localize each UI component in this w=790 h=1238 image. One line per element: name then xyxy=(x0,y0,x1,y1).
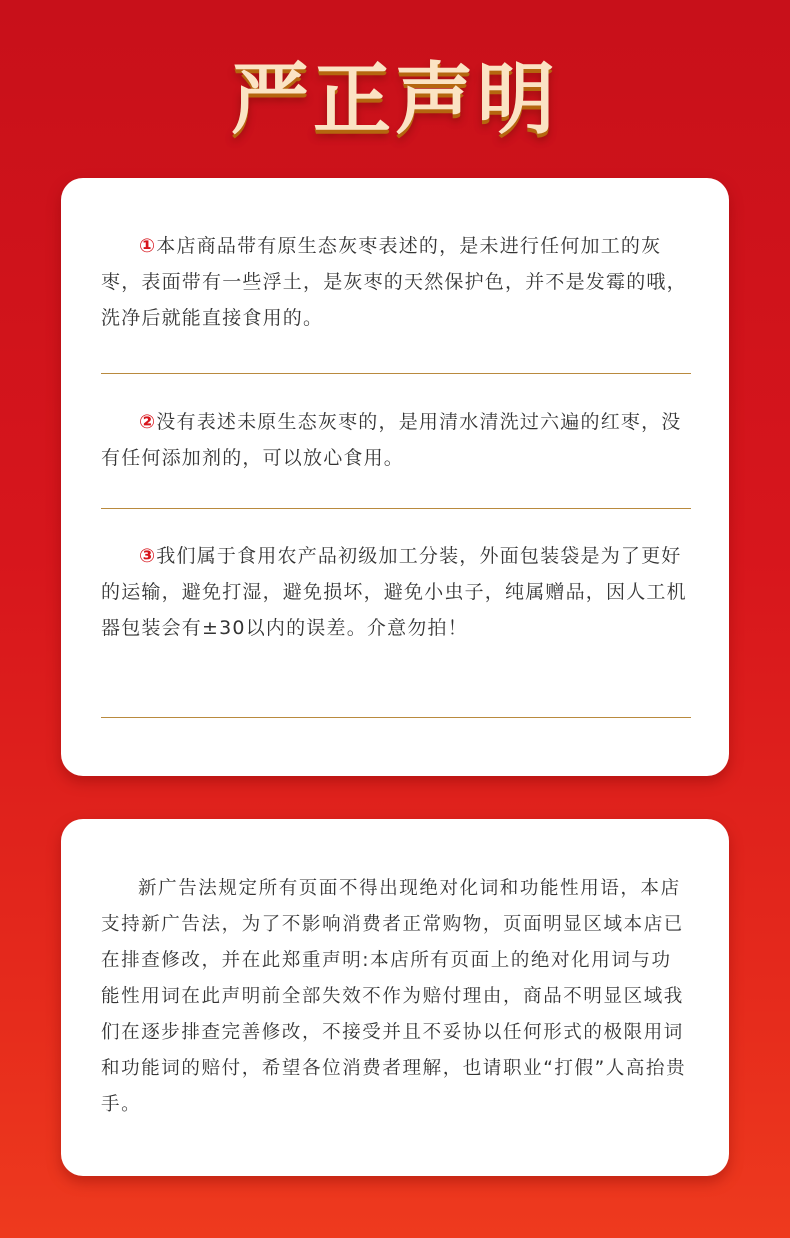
advertising-law-notice: 新广告法规定所有页面不得出现绝对化词和功能性用语，本店支持新广告法，为了不影响消费者正常购物，页面明显区域本店已在排查修改，并在此郑重声明:本店所有页面上的绝对化用词与功能性用词在此声明前全部失效不作为赔付理由，商品不明显区域我们在逐步排查完善修改，不接受并且不妥协以任何形式的极限用词和功能词的赔付，希望各位消费者理解，也请职业“打假”人高抬贵手。 xyxy=(101,878,687,1115)
statements-card xyxy=(61,178,729,776)
statement-1 xyxy=(101,228,691,336)
statement-3-text: 我们属于食用农产品初级加工分装，外面包装袋是为了更好的运输，避免打湿，避免损坏，避免小虫子，纯属赠品，因人工机器包装会有±30以内的误差。介意勿拍！ xyxy=(101,545,687,639)
divider xyxy=(101,717,691,718)
statement-2-number: ② xyxy=(139,411,157,433)
statement-3-number: ③ xyxy=(139,545,157,567)
divider xyxy=(101,508,691,509)
divider xyxy=(101,373,691,374)
statement-2 xyxy=(101,404,691,476)
statement-1-text: 本店商品带有原生态灰枣表述的，是未进行任何加工的灰枣，表面带有一些浮土，是灰枣的天然保护色，并不是发霉的哦，洗净后就能直接食用的。 xyxy=(101,235,687,329)
notice-card xyxy=(61,819,729,1176)
statement-2-text: 没有表述未原生态灰枣的，是用清水清洗过六遍的红枣，没有任何添加剂的，可以放心食用。 xyxy=(101,411,682,469)
page-title: 严正声明 xyxy=(230,55,559,145)
statement-3 xyxy=(101,538,691,646)
statement-1-number: ① xyxy=(139,235,157,257)
